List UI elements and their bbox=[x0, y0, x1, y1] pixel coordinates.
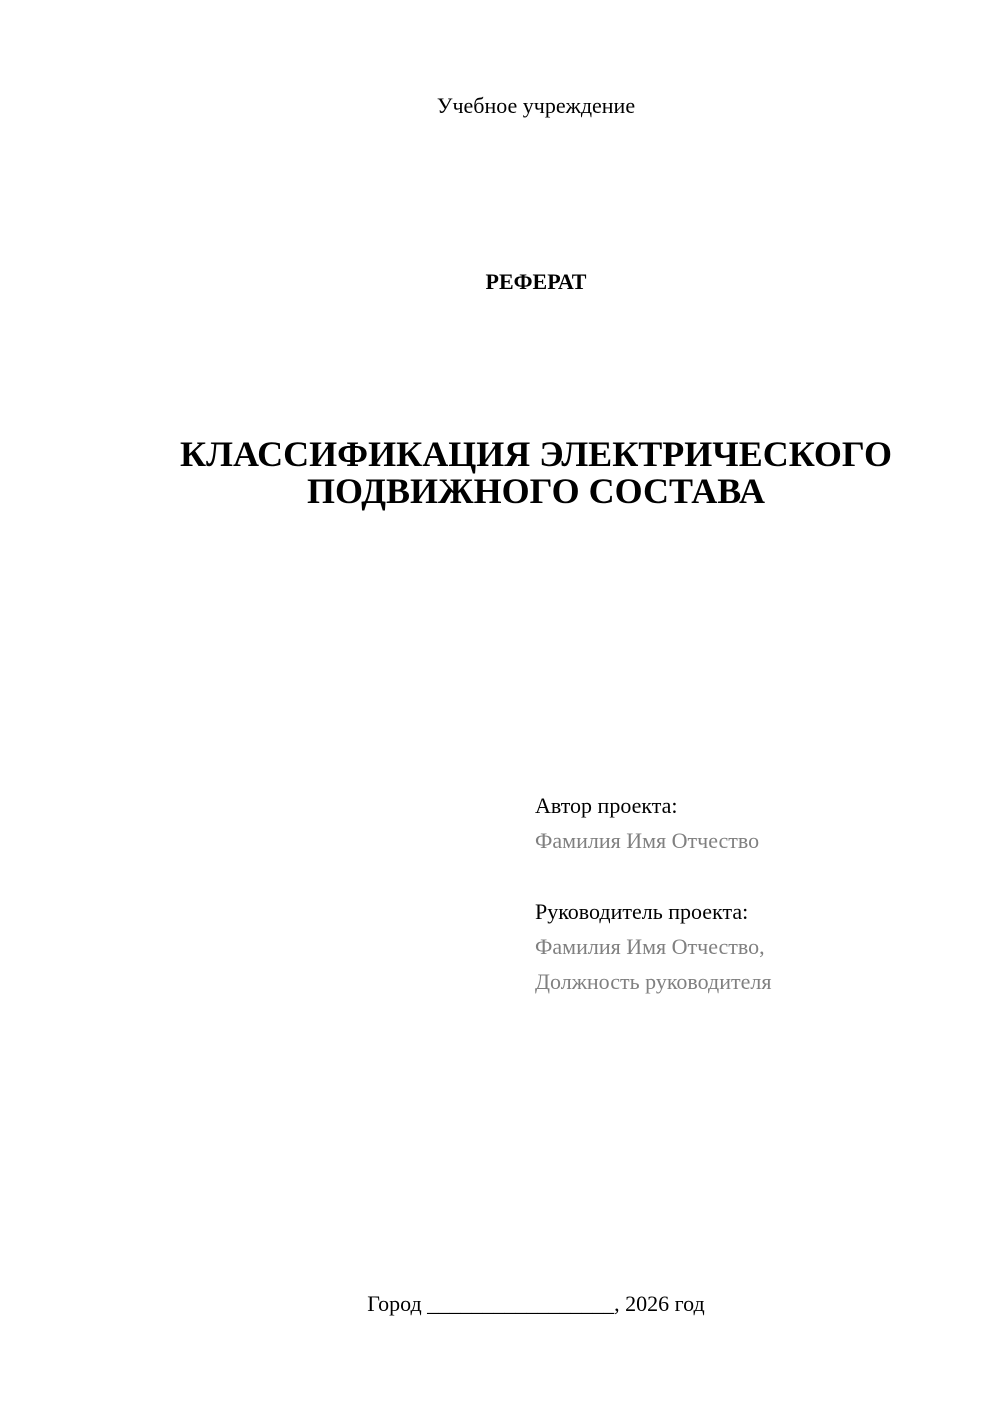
city-year-line: Город _________________, 2026 год bbox=[367, 1291, 705, 1316]
info-spacer bbox=[535, 858, 975, 894]
supervisor-position: Должность руководителя bbox=[535, 969, 772, 994]
project-info bbox=[535, 788, 975, 999]
supervisor-name: Фамилия Имя Отчество, bbox=[535, 934, 765, 959]
supervisor-label: Руководитель проекта: bbox=[535, 899, 749, 924]
institution-name: Учебное учреждение bbox=[436, 93, 636, 118]
author-label: Автор проекта: bbox=[535, 793, 678, 818]
title-line-1: КЛАССИФИКАЦИЯ ЭЛЕКТРИЧЕСКОГО bbox=[180, 434, 892, 474]
document-title bbox=[0, 436, 1000, 510]
document-type: РЕФЕРАТ bbox=[485, 269, 587, 294]
author-name: Фамилия Имя Отчество bbox=[535, 828, 760, 853]
title-line-2: ПОДВИЖНОГО СОСТАВА bbox=[307, 471, 765, 511]
